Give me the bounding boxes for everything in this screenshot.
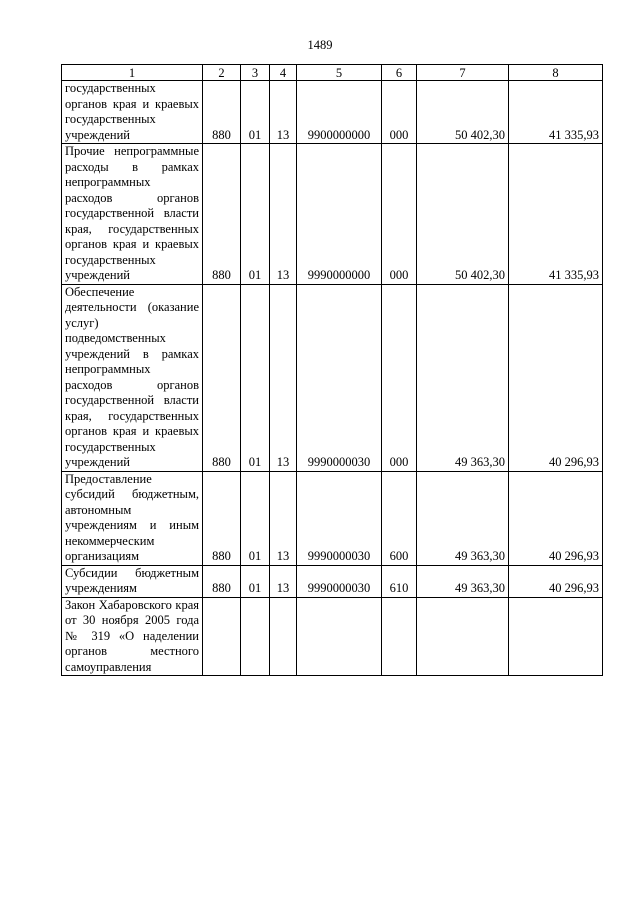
- cell-col5: 9990000030: [297, 565, 382, 597]
- cell-col7: [417, 597, 509, 676]
- cell-col6: [382, 597, 417, 676]
- column-header: 8: [509, 65, 603, 81]
- cell-col6: 000: [382, 284, 417, 471]
- cell-col5: 9990000030: [297, 471, 382, 565]
- column-header: 4: [270, 65, 297, 81]
- cell-col7: 49 363,30: [417, 284, 509, 471]
- cell-col7: 50 402,30: [417, 81, 509, 144]
- cell-col6: 600: [382, 471, 417, 565]
- cell-col3: 01: [241, 565, 270, 597]
- table-header-row: [62, 65, 603, 81]
- page-number: 1489: [307, 38, 333, 52]
- cell-col3: 01: [241, 81, 270, 144]
- row-name: Закон Хабаровского края от 30 ноября 2005 года № 319 «О наделении органов местного самоуправления: [62, 597, 203, 676]
- table-row: [62, 284, 603, 471]
- cell-col3: 01: [241, 471, 270, 565]
- column-header: 5: [297, 65, 382, 81]
- table-row: [62, 471, 603, 565]
- cell-col2: 880: [203, 565, 241, 597]
- cell-col5: 9990000030: [297, 284, 382, 471]
- column-header: 6: [382, 65, 417, 81]
- cell-col7: 50 402,30: [417, 144, 509, 285]
- cell-col2: [203, 597, 241, 676]
- cell-col3: [241, 597, 270, 676]
- cell-col8: 40 296,93: [509, 565, 603, 597]
- column-header: 3: [241, 65, 270, 81]
- row-name: Субсидии бюджетным учреждениям: [62, 565, 203, 597]
- cell-col4: 13: [270, 144, 297, 285]
- row-name: государственных органов края и краевых государственных учреждений: [62, 81, 203, 144]
- table-row: [62, 565, 603, 597]
- cell-col4: [270, 597, 297, 676]
- cell-col4: 13: [270, 565, 297, 597]
- table-row: [62, 144, 603, 285]
- cell-col3: 01: [241, 284, 270, 471]
- cell-col5: 9990000000: [297, 144, 382, 285]
- cell-col7: 49 363,30: [417, 471, 509, 565]
- cell-col4: 13: [270, 81, 297, 144]
- cell-col8: 40 296,93: [509, 284, 603, 471]
- row-name: Обеспечение деятельности (оказание услуг) подведомственных учреждений в рамках непрограммных расходов органов государственной власти края, государственных органов края и краевых государственных учреждений: [62, 284, 203, 471]
- cell-col2: 880: [203, 144, 241, 285]
- row-name: Прочие непрограммные расходы в рамках непрограммных расходов органов государственной власти края, государственных органов края и краевых государственных учреждений: [62, 144, 203, 285]
- cell-col5: 9900000000: [297, 81, 382, 144]
- column-header: 7: [417, 65, 509, 81]
- cell-col2: 880: [203, 81, 241, 144]
- cell-col2: 880: [203, 471, 241, 565]
- cell-col4: 13: [270, 471, 297, 565]
- budget-table: [61, 64, 603, 676]
- cell-col8: 41 335,93: [509, 144, 603, 285]
- cell-col6: 000: [382, 144, 417, 285]
- cell-col2: 880: [203, 284, 241, 471]
- cell-col6: 000: [382, 81, 417, 144]
- cell-col3: 01: [241, 144, 270, 285]
- column-header: 1: [62, 65, 203, 81]
- cell-col8: 40 296,93: [509, 471, 603, 565]
- cell-col8: [509, 597, 603, 676]
- table-row: [62, 81, 603, 144]
- row-name: Предоставление субсидий бюджетным, автономным учреждениям и иным некоммерческим организациям: [62, 471, 203, 565]
- column-header: 2: [203, 65, 241, 81]
- cell-col4: 13: [270, 284, 297, 471]
- cell-col8: 41 335,93: [509, 81, 603, 144]
- table-row: [62, 597, 603, 676]
- cell-col6: 610: [382, 565, 417, 597]
- cell-col5: [297, 597, 382, 676]
- cell-col7: 49 363,30: [417, 565, 509, 597]
